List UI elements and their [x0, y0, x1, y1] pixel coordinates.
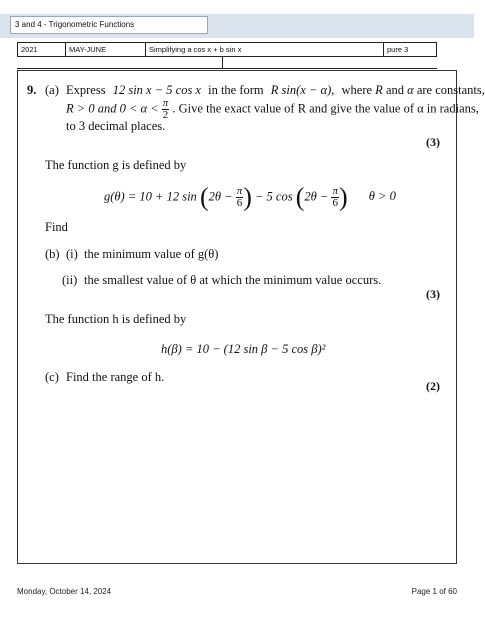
part-b-ii-text: the smallest value of θ at which the minimum value occurs.: [84, 273, 382, 287]
footer-date: Monday, October 14, 2024: [17, 587, 112, 596]
frac-denominator: 6: [236, 197, 243, 209]
session-cell: MAY-JUNE: [66, 43, 146, 56]
part-b-i-text: the minimum value of g(θ): [84, 247, 219, 261]
paper-cell: pure 3: [387, 45, 409, 54]
h-definition: h(β) = 10 − (12 sin β − 5 cos β)²: [161, 342, 326, 356]
g-arg-1: 2θ −: [208, 189, 233, 204]
text-and: and: [385, 83, 404, 97]
text-express: Express: [66, 83, 106, 97]
topic-cell: Simplifying a cos x + b sin x: [146, 43, 384, 56]
year-cell: 2021: [18, 43, 66, 56]
footer-page-number: Page 1 of 60: [411, 587, 457, 596]
part-c-label: (c): [45, 370, 59, 384]
part-b-i-label: (i): [66, 247, 78, 261]
g-arg-2: 2θ −: [304, 189, 329, 204]
frac-denominator: 6: [332, 197, 338, 209]
h-intro: The function h is defined by: [45, 312, 187, 326]
part-c-text: Find the range of h.: [66, 370, 165, 384]
part-b-marks: (3): [426, 287, 440, 301]
question-number: 9.: [27, 83, 37, 97]
subrow-divider: [222, 57, 223, 69]
pi-over-6-fraction-2: [331, 186, 339, 209]
part-a-label: (a): [45, 83, 59, 97]
form-expression: R sin(x − α),: [270, 83, 335, 97]
frac-numerator: π: [236, 185, 243, 197]
meta-table-row: [17, 42, 437, 57]
conditions: R > 0 and 0 < α <: [66, 101, 159, 116]
chapter-title: 3 and 4 - Trigonometric Functions: [10, 16, 208, 34]
part-b-ii-label: (ii): [62, 273, 78, 287]
part-c-marks: (2): [426, 379, 440, 393]
g-condition: θ > 0: [368, 189, 396, 204]
var-R: R: [375, 83, 383, 97]
meta-subrow: [17, 57, 437, 69]
text-where: where: [341, 83, 373, 97]
frac-numerator: π: [332, 185, 338, 197]
g-definition: g(θ) = 10 + 12 sin (2θ − $\frac{\pi}{6}$ ) − 5 cos (2θ − $\frac{\pi}{6}$ ) θ > 0: [104, 182, 396, 212]
text-in-form: in the form: [208, 83, 264, 97]
g-lhs: g(θ) = 10 + 12 sin: [104, 189, 197, 204]
part-a-marks: (3): [426, 135, 440, 149]
part-a-line3: to 3 decimal places.: [66, 119, 166, 133]
expression: 12 sin x − 5 cos x: [112, 83, 201, 97]
frac-numerator: π: [162, 97, 169, 109]
var-alpha: α: [407, 83, 414, 97]
part-a-line1: [66, 82, 485, 98]
g-mid: − 5 cos: [255, 189, 293, 204]
text-constants: are constants,: [416, 83, 485, 97]
find-label: Find: [45, 220, 68, 234]
g-intro: The function g is defined by: [45, 158, 187, 172]
part-b-label: (b): [45, 247, 60, 261]
frac-denominator: 2: [162, 109, 169, 121]
instruction-text: . Give the exact value of R and give the value of α in radians,: [172, 101, 479, 116]
